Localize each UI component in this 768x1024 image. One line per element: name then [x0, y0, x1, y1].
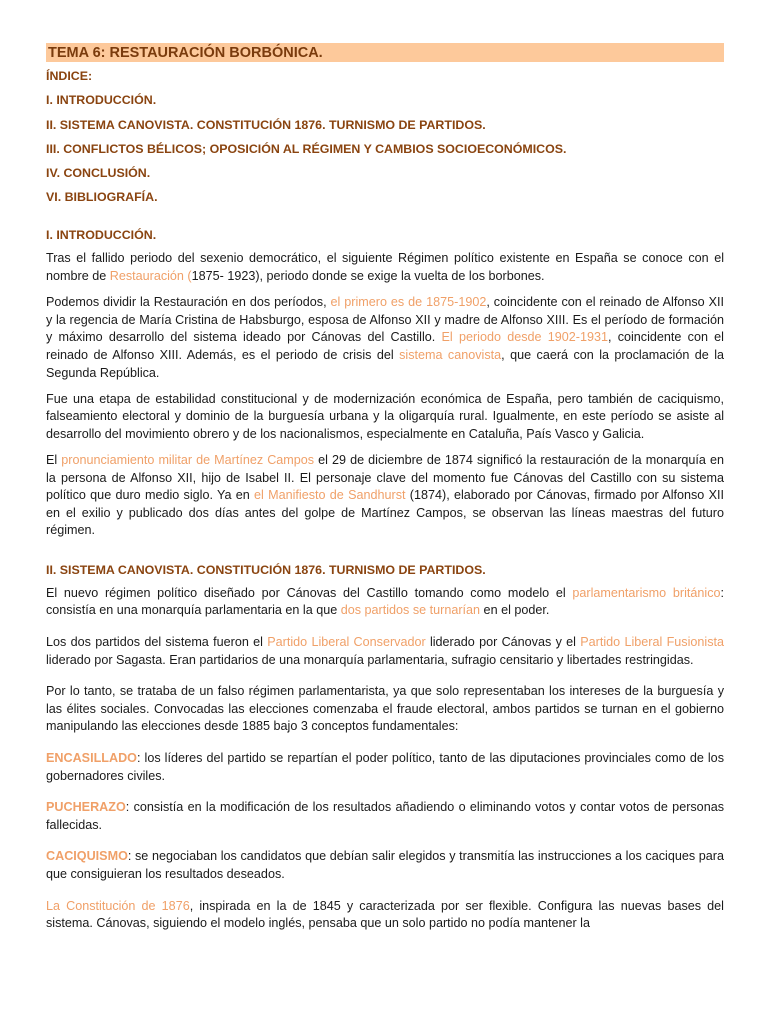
text-run: , coincidente con el reinado de Alfonso XII y la regencia de María Cristina de Habsburgo, esposa de Alfonso XII y madre de Alfonso XIII. Es el período de formación y máximo desarrollo del sistema ideado por Cánovas del Castillo. [46, 295, 724, 345]
index-item-2: II. SISTEMA CANOVISTA. CONSTITUCIÓN 1876. TURNISMO DE PARTIDOS. [46, 117, 486, 132]
text-run: liderado por Sagasta. Eran partidarios de una monarquía parlamentaria, sufragio censitario y libertades restringidas. [46, 652, 694, 667]
section-2-paragraph-caciquismo [46, 848, 724, 883]
keyword-term: ENCASILLADO [46, 751, 137, 766]
section-2-paragraph-2 [46, 634, 724, 669]
text-run: : se negociaban los candidatos que debían salir elegidos y transmitía las instrucciones a los caciques para que consiguieran los resultados deseados. [46, 849, 724, 882]
section-2-paragraph-encasillado [46, 750, 724, 785]
highlight-term: el primero es de 1875-1902 [330, 295, 487, 310]
highlight-term: pronunciamiento militar de Martínez Campos [61, 452, 315, 467]
text-run: , que caerá con la proclamación de la Segunda República. [46, 347, 725, 380]
index-item-4: IV. CONCLUSIÓN. [46, 166, 151, 181]
index-heading: ÍNDICE: [46, 69, 93, 83]
text-run: en el poder. [480, 603, 550, 618]
section-1-paragraph-3: Fue una etapa de estabilidad constitucional y de modernización económica de España, pero también de caciquismo, falseamiento electoral y dominio de la burguesía urbana y la oligarquía rural. Igualmente, en este período se asiste al desarrollo del movimiento obrero y de los nacionalismos, especialmente en Cataluña, País Vasco y Galicia. [46, 391, 724, 441]
highlight-term: parlamentarismo británico [572, 585, 721, 600]
section-1-paragraph-4 [46, 452, 724, 540]
highlight-term: Partido Liberal Fusionista [580, 635, 724, 650]
text-run: Tras el fallido periodo del sexenio democrático, el siguiente Régimen político existente en España se conoce con el nombre de [46, 251, 724, 284]
keyword-term: PUCHERAZO [46, 800, 126, 815]
index-item-5: VI. BIBLIOGRAFÍA. [46, 190, 158, 205]
section-2-heading: II. SISTEMA CANOVISTA. CONSTITUCIÓN 1876. TURNISMO DE PARTIDOS. [46, 562, 486, 577]
text-run: , inspirada en la de 1845 y caracterizada por ser flexible. Configura las nuevas bases del sistema. Cánovas, siguiendo el modelo inglés, pensaba que un solo partido no podía mantener la [46, 898, 724, 931]
section-2-paragraph-3: Por lo tanto, se trataba de un falso régimen parlamentarista, ya que solo representaban los intereses de la burguesía y las élites sociales. Convocadas las elecciones comenzaba el fraude electoral, ambos partidos se turnan en el gobierno manipulando las elecciones desde 1885 bajo 3 conceptos fundamentales: [46, 684, 724, 734]
section-1-paragraph-1 [46, 250, 724, 285]
document-content [46, 43, 724, 941]
text-run: Los dos partidos del sistema fueron el [46, 635, 268, 650]
highlight-term: Restauración ( [109, 269, 192, 284]
text-run: : los líderes del partido se repartían el poder político, tanto de las diputaciones provinciales como de los gobernadores civiles. [46, 751, 724, 783]
keyword-term: CACIQUISMO [46, 849, 128, 864]
text-run: El [46, 452, 62, 467]
index-item-1: I. INTRODUCCIÓN. [46, 93, 157, 108]
text-run: 1875- 1923), periodo donde se exige la vuelta de los borbones. [191, 269, 545, 284]
highlight-term: Partido Liberal Conservador [267, 635, 426, 650]
section-2-paragraph-constitucion [46, 898, 724, 933]
text-run: , coincidente con el reinado de Alfonso XIII. Además, es el periodo de crisis del [46, 330, 724, 362]
text-run: : consistía en la modificación de los resultados añadiendo o eliminando votos y contar votos de personas fallecidas. [46, 800, 724, 832]
highlight-term: sistema canovista [399, 347, 502, 362]
highlight-term: dos partidos se turnarían [340, 603, 481, 618]
text-run: Podemos dividir la Restauración en dos períodos, [46, 295, 331, 310]
text-run: liderado por Cánovas y el [425, 635, 581, 650]
text-run: el 29 de diciembre de 1874 significó la restauración de la monarquía en la persona de Alfonso XII, hijo de Isabel II. El personaje clave del momento fue Cánovas del Castillo con su sistema político que duro medio siglo. Ya en [46, 452, 724, 503]
highlight-term: La Constitución de 1876 [46, 898, 190, 913]
section-2-paragraph-1 [46, 585, 724, 620]
section-2-paragraph-pucherazo [46, 799, 724, 834]
text-run: : consistía en una monarquía parlamentaria en la que [46, 585, 725, 618]
highlight-term: el Manifiesto de Sandhurst [254, 488, 406, 503]
highlight-term: El periodo desde 1902-1931 [441, 330, 608, 345]
section-1-heading: I. INTRODUCCIÓN. [46, 228, 157, 243]
text-run: (1874), elaborado por Cánovas, firmado por Alfonso XII en el exilio y publicado dos días antes del golpe de Martínez Campos, se observan las líneas maestras del futuro régimen. [46, 488, 724, 538]
page-title: TEMA 6: RESTAURACIÓN BORBÓNICA. [46, 43, 724, 62]
index-item-3: III. CONFLICTOS BÉLICOS; OPOSICIÓN AL RÉGIMEN Y CAMBIOS SOCIOECONÓMICOS. [46, 141, 567, 156]
section-1-paragraph-2 [46, 294, 724, 382]
text-run: El nuevo régimen político diseñado por Cánovas del Castillo tomando como modelo el [46, 585, 573, 600]
